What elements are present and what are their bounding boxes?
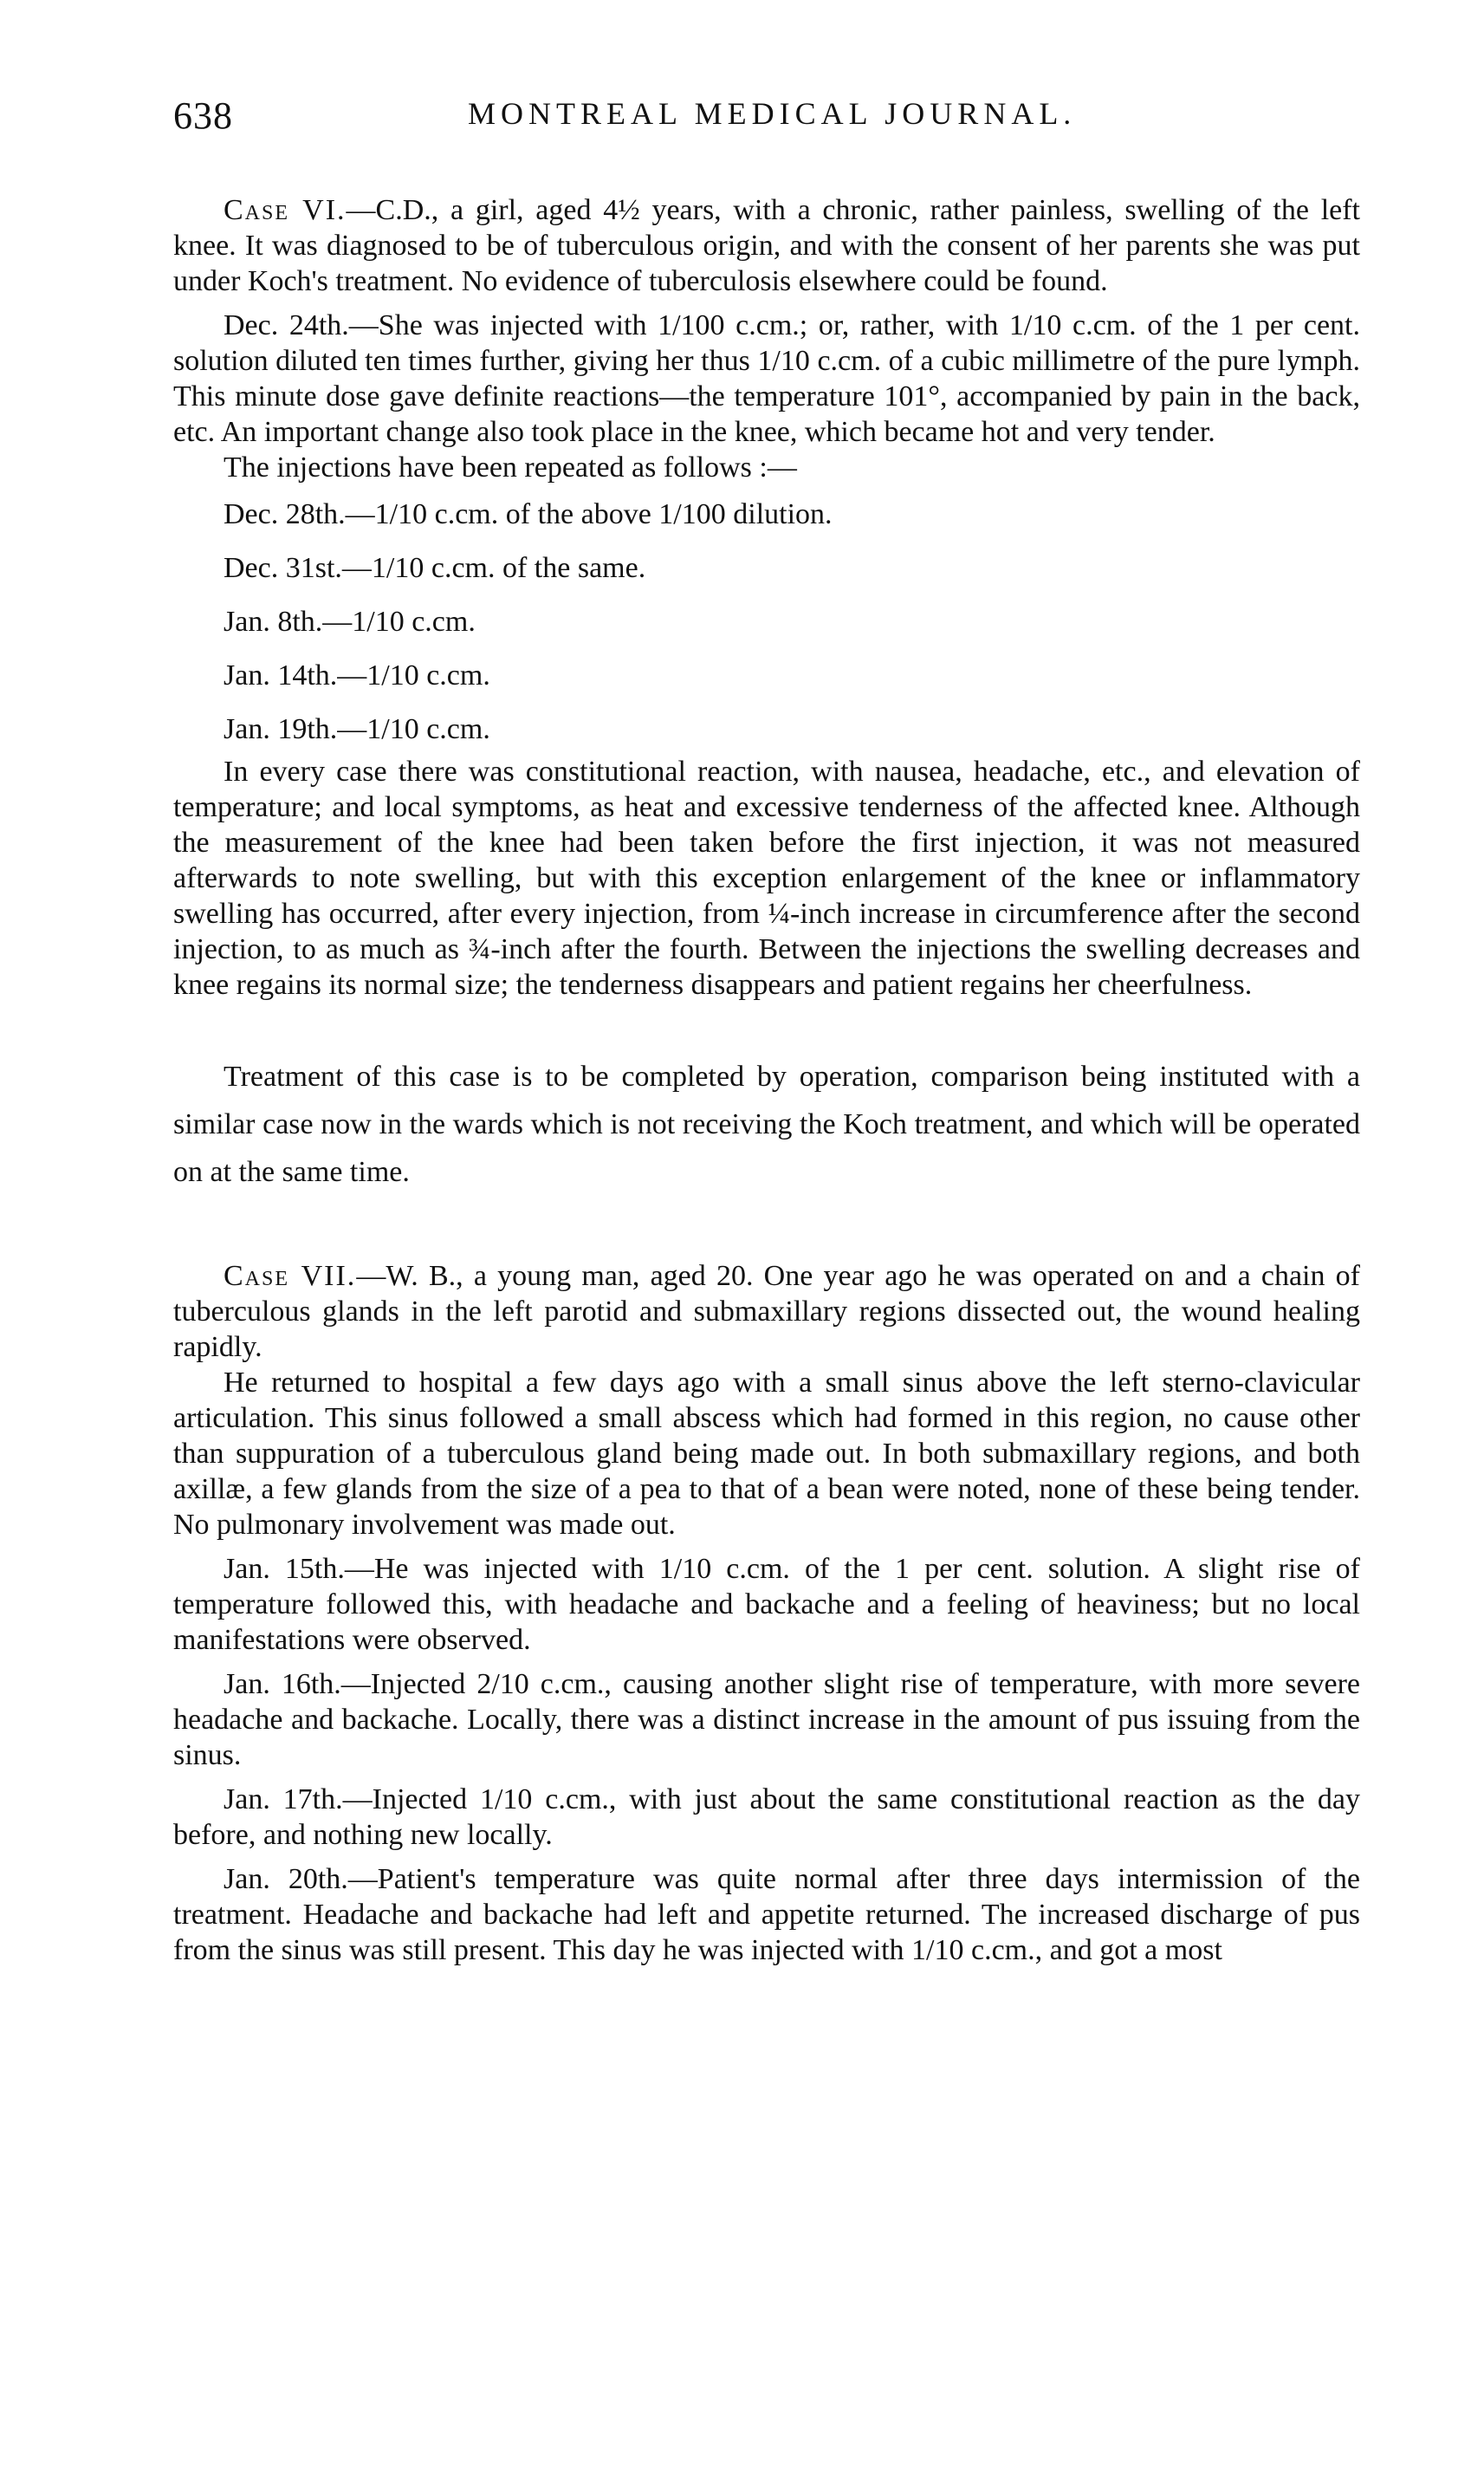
case6-dose-entry: Jan. 8th.—1/10 c.cm. bbox=[224, 606, 476, 638]
case6-intro-text: —C.D., a girl, aged 4½ years, with a chronic, rather painless, swelling of the left knee. It was diagnosed to be of tuberculous origin, and with the consent of her parents she was put under Koch's treatment. No evidence of tuberculosis elsewhere could be found. bbox=[173, 194, 1361, 297]
case6-reaction-paragraph: In every case there was constitutional reaction, with nausea, headache, etc., and elevation of temperature; and local symptoms, as heat and excessive tenderness of the affected knee. Although the measurement of the knee had been taken before the first injection, it was not measured afterwards to note swelling, but with this exception enlargement of the knee or inflammatory swelling has occurred, after every injection, from ¼-inch increase in circumference after the second injection, to as much as ¾-inch after the fourth. Between the injections the swelling decreases and knee regains its normal size; the tenderness disappears and patient regains her cheerfulness. bbox=[173, 756, 1360, 1001]
case7-intro-text: —W. B., a young man, aged 20. One year ago he was operated on and a chain of tuberculous glands in the left parotid and submaxillary regions dissected out, the wound healing rapidly. bbox=[173, 1260, 1360, 1363]
case6-dec24-paragraph: Dec. 24th.—She was injected with 1/100 c.cm.; or, rather, with 1/10 c.cm. of the 1 per cent. solution diluted ten times further, giving her thus 1/10 c.cm. of a cubic millimetre of the pure lymph. This minute dose gave definite reactions—the temperature 101°, accompanied by pain in the back, etc. An important change also took place in the knee, which became hot and very tender. bbox=[173, 309, 1360, 448]
case6-dose-entry: Dec. 31st.—1/10 c.cm. of the same. bbox=[224, 552, 646, 584]
case6-repeated-line: The injections have been repeated as follows :— bbox=[224, 451, 797, 484]
case6-dose-entry: Dec. 28th.—1/10 c.cm. of the above 1/100 dilution. bbox=[224, 498, 833, 530]
page-header bbox=[173, 94, 1369, 146]
case6-dose-entry: Jan. 19th.—1/10 c.cm. bbox=[224, 713, 490, 745]
case7-jan20-paragraph: Jan. 20th.—Patient's temperature was quite normal after three days intermission of the treatment. Headache and backache had left and appetite returned. The increased discharge of pus from the sinus was still present. This day he was injected with 1/10 c.cm., and got a most bbox=[173, 1863, 1360, 1966]
article-body bbox=[173, 192, 1360, 1968]
case7-label: Case VII. bbox=[224, 1260, 357, 1292]
case6-dose-entry: Jan. 14th.—1/10 c.cm. bbox=[224, 659, 490, 692]
case6-label: Case VI. bbox=[224, 194, 347, 226]
case6-intro-paragraph bbox=[173, 192, 1360, 299]
running-head: MONTREAL MEDICAL JOURNAL. bbox=[468, 96, 1077, 131]
case7-returned-paragraph: He returned to hospital a few days ago with a small sinus above the left sterno-clavicular articulation. This sinus followed a small abscess which had formed in this region, no cause other than suppuration of a tuberculous gland being made out. In both submaxillary regions, and both axillæ, a few glands from the size of a pea to that of a bean were noted, none of these being tender. No pulmonary involvement was made out. bbox=[173, 1367, 1360, 1541]
case6-dose-list bbox=[173, 490, 1360, 754]
page-number: 638 bbox=[173, 94, 233, 137]
case7-jan15-paragraph: Jan. 15th.—He was injected with 1/10 c.cm. of the 1 per cent. solution. A slight rise of temperature followed this, with headache and backache and a feeling of heaviness; but no local manifestations were observed. bbox=[173, 1553, 1360, 1656]
case7-jan17-paragraph: Jan. 17th.—Injected 1/10 c.cm., with just about the same constitutional reaction as the day before, and nothing new locally. bbox=[173, 1783, 1360, 1851]
case7-intro-paragraph bbox=[173, 1258, 1360, 1365]
case7-jan16-paragraph: Jan. 16th.—Injected 2/10 c.cm., causing another slight rise of temperature, with more severe headache and backache. Locally, there was a distinct increase in the amount of pus issuing from the sinus. bbox=[173, 1668, 1360, 1771]
case6-treatment-paragraph: Treatment of this case is to be completed by operation, comparison being instituted with a similar case now in the wards which is not receiving the Koch treatment, and which will be operated on at the same time. bbox=[173, 1061, 1360, 1188]
